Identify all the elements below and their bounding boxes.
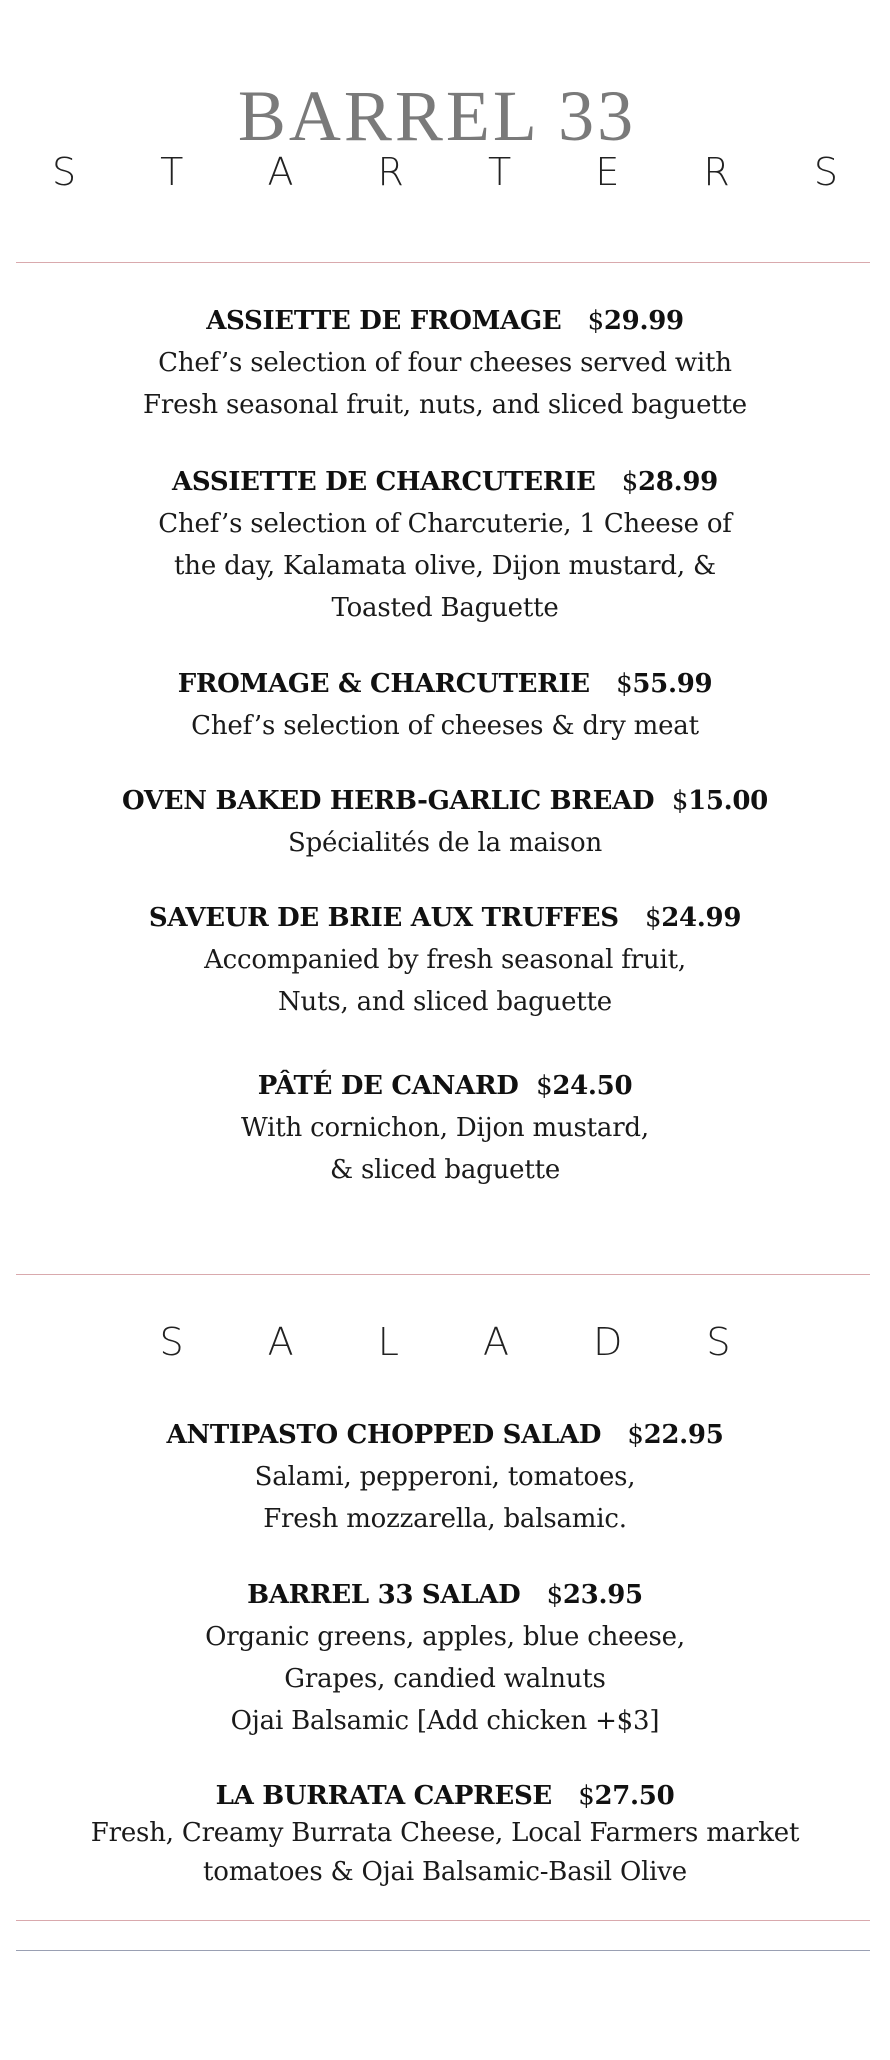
item-name: OVEN BAKED HERB-GARLIC BREAD (122, 786, 655, 816)
item-description (0, 1456, 890, 1540)
menu-item (0, 467, 890, 629)
item-currency: $ (616, 669, 633, 699)
item-description (0, 503, 890, 629)
item-currency: $ (536, 1071, 553, 1101)
description-line: Ojai Balsamic [Add chicken +$3] (230, 1706, 660, 1736)
menu-item-title (0, 1420, 890, 1451)
menu-item-title (0, 903, 890, 934)
menu-item (0, 903, 890, 1023)
description-line: tomatoes & Ojai Balsamic-Basil Olive (203, 1857, 687, 1887)
description-line: Chef’s selection of cheeses & dry meat (191, 711, 699, 741)
divider-top (16, 262, 870, 263)
menu-item-title (0, 306, 890, 337)
restaurant-name: BARREL 33 (237, 76, 637, 156)
divider-middle (16, 1274, 870, 1275)
item-description (0, 342, 890, 426)
menu-item-title (0, 669, 890, 700)
description-line: Fresh mozzarella, balsamic. (263, 1504, 627, 1534)
starters-heading: S T A R T E R S (51, 150, 875, 194)
item-price: 28.99 (638, 467, 718, 497)
item-price: 29.99 (603, 306, 684, 336)
item-name: ASSIETTE DE CHARCUTERIE (172, 467, 596, 497)
menu-item-title (0, 786, 890, 817)
item-price: 55.99 (632, 669, 713, 699)
description-line: Toasted Baguette (331, 593, 559, 623)
salads-heading: S A L A D S (159, 1320, 767, 1364)
item-name: SAVEUR DE BRIE AUX TRUFFES (148, 903, 619, 933)
description-line: With cornichon, Dijon mustard, (241, 1113, 649, 1143)
description-line: Salami, pepperoni, tomatoes, (254, 1462, 636, 1492)
description-line: Fresh seasonal fruit, nuts, and sliced baguette (143, 390, 747, 420)
description-line: Chef’s selection of Charcuterie, 1 Cheese of (158, 509, 732, 539)
item-name: PÂTÉ DE CANARD (257, 1071, 519, 1101)
item-currency: $ (621, 467, 639, 497)
description-line: Nuts, and sliced baguette (277, 987, 612, 1017)
menu-item-title (0, 467, 890, 498)
menu-item (0, 1580, 890, 1742)
menu-item (0, 306, 890, 426)
menu-item (0, 1420, 890, 1540)
description-line: the day, Kalamata olive, Dijon mustard, & (174, 551, 716, 581)
item-currency: $ (644, 903, 662, 933)
menu-item-title (0, 1580, 890, 1611)
item-currency: $ (671, 786, 689, 816)
item-description (0, 705, 890, 747)
menu-item (0, 1781, 890, 1892)
item-name: FROMAGE & CHARCUTERIE (177, 669, 590, 699)
divider-bottom (16, 1920, 870, 1921)
description-line: Accompanied by fresh seasonal fruit, (204, 945, 686, 975)
item-price: 24.50 (552, 1071, 633, 1101)
item-currency: $ (587, 306, 604, 336)
menu-item (0, 786, 890, 864)
description-line: Chef’s selection of four cheeses served with (158, 348, 732, 378)
item-description (0, 1616, 890, 1742)
item-name: BARREL 33 SALAD (247, 1580, 521, 1610)
item-price: 15.00 (688, 786, 768, 816)
menu-item-title (0, 1071, 890, 1102)
item-description (0, 822, 890, 864)
menu-item (0, 1071, 890, 1191)
item-description (0, 939, 890, 1023)
description-line: Organic greens, apples, blue cheese, (205, 1622, 685, 1652)
item-name: LA BURRATA CAPRESE (215, 1781, 552, 1811)
description-line: & sliced baguette (329, 1155, 561, 1185)
item-price: 23.95 (562, 1580, 643, 1610)
item-price: 24.99 (661, 903, 742, 933)
description-line: Spécialités de la maison (287, 828, 603, 858)
item-name: ANTIPASTO CHOPPED SALAD (166, 1420, 602, 1450)
item-name: ASSIETTE DE FROMAGE (206, 306, 562, 336)
item-description (0, 1814, 890, 1892)
item-currency: $ (627, 1420, 644, 1450)
divider-footer (16, 1950, 870, 1951)
menu-item (0, 669, 890, 747)
description-line: Grapes, candied walnuts (284, 1664, 606, 1694)
item-currency: $ (546, 1580, 563, 1610)
menu-item-title (0, 1781, 890, 1812)
item-price: 22.95 (643, 1420, 724, 1450)
item-currency: $ (578, 1781, 595, 1811)
description-line: Fresh, Creamy Burrata Cheese, Local Farmers market (90, 1818, 800, 1848)
item-price: 27.50 (594, 1781, 675, 1811)
item-description (0, 1107, 890, 1191)
